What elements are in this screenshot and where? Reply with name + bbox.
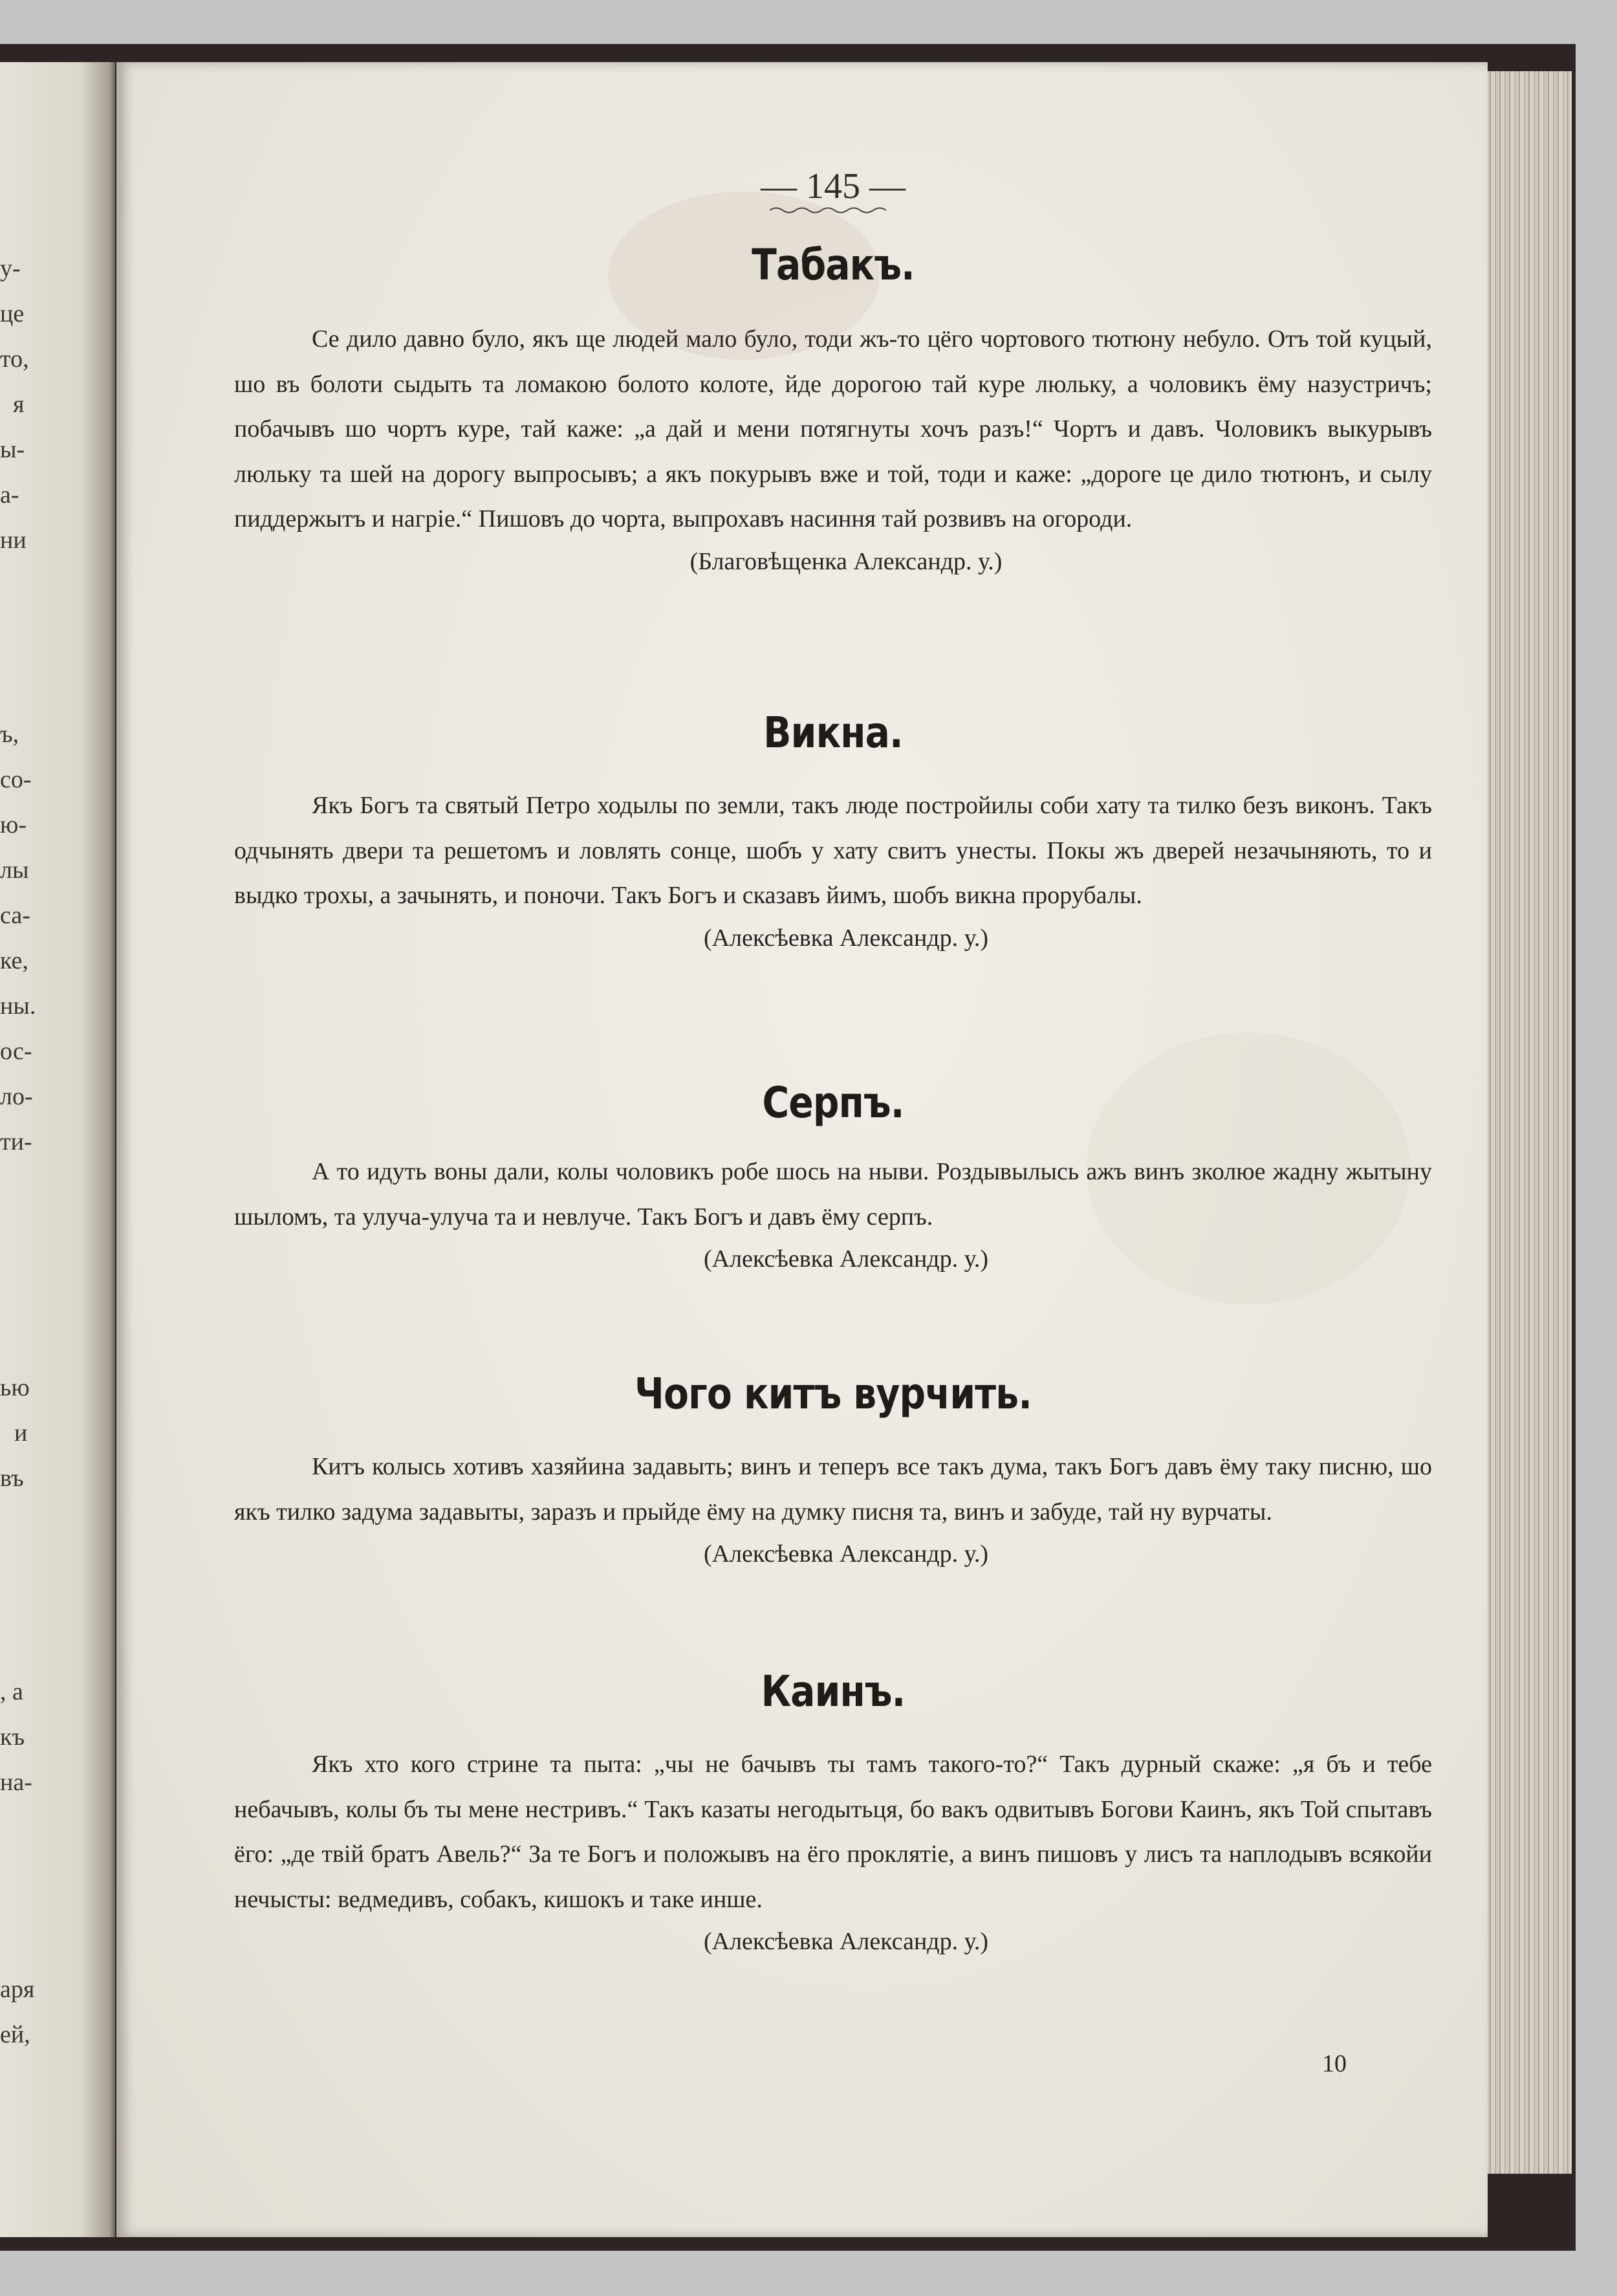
section-title: Серпъ.	[762, 1078, 904, 1128]
section-title: Чого китъ вурчить.	[634, 1369, 1032, 1419]
left-fragment: ю-	[0, 811, 27, 838]
section-body: Китъ колысь хотивъ хазяйина задавыть; винъ и теперъ все такъ дума, такъ Богъ давъ ёму таку писню, шо якъ тилко задума задавыты, заразъ и прыйде ёму на думку писня та, винъ и забуде, тай ну вурчаты.	[234, 1453, 1432, 1525]
section-body: Якъ Богъ та святый Петро ходылы по земли, такъ люде постройилы соби хату та тилко безъ виконъ. Такъ одчынять двери та решетомъ и ловлять сонце, шобъ у хату свитъ унесты. Покы жъ дверей незачыняють, то и выдко трохы, а зачынять, и поночи. Такъ Богъ и сказавъ йимъ, шобъ викна прорубалы.	[234, 792, 1432, 909]
left-fragment: ей,	[0, 2021, 30, 2048]
left-fragment: ни	[0, 527, 27, 554]
section-title: Табакъ.	[752, 240, 915, 290]
page-edges	[1481, 71, 1572, 2174]
section-serp	[234, 1078, 1432, 1278]
left-fragment: а-	[0, 481, 19, 508]
section-body: Якъ хто кого стрине та пыта: „чы не бачывъ ты тамъ такого-то?“ Такъ дурный скаже: „я бъ и тебе небачывъ, колы бъ ты мене нестривъ.“ Такъ казаты негодытьця, бо вакъ одвитывъ Богови Каинъ, якъ Той спытавъ ёго: „де твій братъ Авель?“ За те Богъ и положывъ на ёго проклятіе, а винъ пишовъ у лисъ та наплодывъ всякойи нечысты: ведмедивъ, собакъ, кишокъ и таке инше.	[234, 1751, 1432, 1913]
left-fragment: у-	[0, 255, 21, 282]
left-fragment: ке,	[0, 947, 28, 974]
left-fragment: це	[0, 300, 25, 327]
left-fragment: са-	[0, 902, 30, 929]
left-fragment: аря	[0, 1976, 35, 2003]
page-number: — 145 —	[761, 166, 906, 206]
left-fragment: лы	[0, 857, 29, 884]
section-source: (Благовѣщенка Александр. у.)	[689, 547, 1003, 575]
left-fragment: ло-	[0, 1083, 33, 1110]
left-page-edge	[0, 62, 115, 2237]
section-body: А то идуть воны дали, колы чоловикъ робе шось на ныви. Роздывылысь ажъ винъ зколюе жадну жытыну шыломъ, та улуча-улуча та и невлуче. Такъ Богъ и давъ ёму серпъ.	[234, 1158, 1432, 1230]
left-fragment: на-	[0, 1769, 32, 1796]
section-tabak	[234, 240, 1432, 581]
left-fragment: ъ,	[0, 721, 19, 748]
section-kit	[234, 1369, 1432, 1573]
section-vikna	[234, 708, 1432, 957]
left-fragment: ти-	[0, 1128, 32, 1155]
section-source: (Алексѣевка Александр. у.)	[703, 1928, 988, 1955]
left-fragment: ос-	[0, 1038, 32, 1065]
section-body: Се дило давно було, якъ ще людей мало було, тоди жъ-то цёго чортового тютюну небуло. Отъ той куцый, шо въ болоти сыдыть та ломакою болото колоте, йде дорогою тай куре люльку, а чоловикъ ёму назустричъ; побачывъ шо чортъ куре, тай каже: „а дай и мени потягнуты хочъ разъ!“ Чортъ и давъ. Чоловикъ выкурывъ люльку та шей на дорогу выпросывъ; а якъ покурывъ вже и той, тоди и каже: „дороге це дило тютюнъ, и сылу пиддержытъ и нагріе.“ Пишовъ до чорта, выпрохавъ насиння тай розвивъ на огороди.	[234, 325, 1432, 532]
section-title: Викна.	[763, 708, 903, 758]
section-kain	[234, 1667, 1432, 1961]
left-fragment: , а	[0, 1678, 23, 1705]
left-fragment: ы-	[0, 436, 25, 463]
section-source: (Алексѣевка Александр. у.)	[703, 1540, 988, 1568]
left-fragment: ью	[0, 1374, 30, 1401]
left-fragment: и	[14, 1419, 28, 1447]
page-number-value: 145	[806, 166, 860, 206]
book-page	[116, 62, 1488, 2237]
left-fragment: ны.	[0, 992, 36, 1020]
section-source: (Алексѣевка Александр. у.)	[703, 1245, 988, 1273]
section-title: Каинъ.	[761, 1667, 906, 1716]
left-fragment: то,	[0, 345, 29, 373]
left-fragment: я	[13, 391, 25, 418]
left-fragment: къ	[0, 1723, 25, 1751]
section-source: (Алексѣевка Александр. у.)	[703, 924, 988, 952]
left-fragment: со-	[0, 766, 32, 793]
left-fragment: въ	[0, 1465, 24, 1492]
signature-mark: 10	[1322, 2050, 1347, 2077]
page-number-underline	[770, 206, 886, 215]
